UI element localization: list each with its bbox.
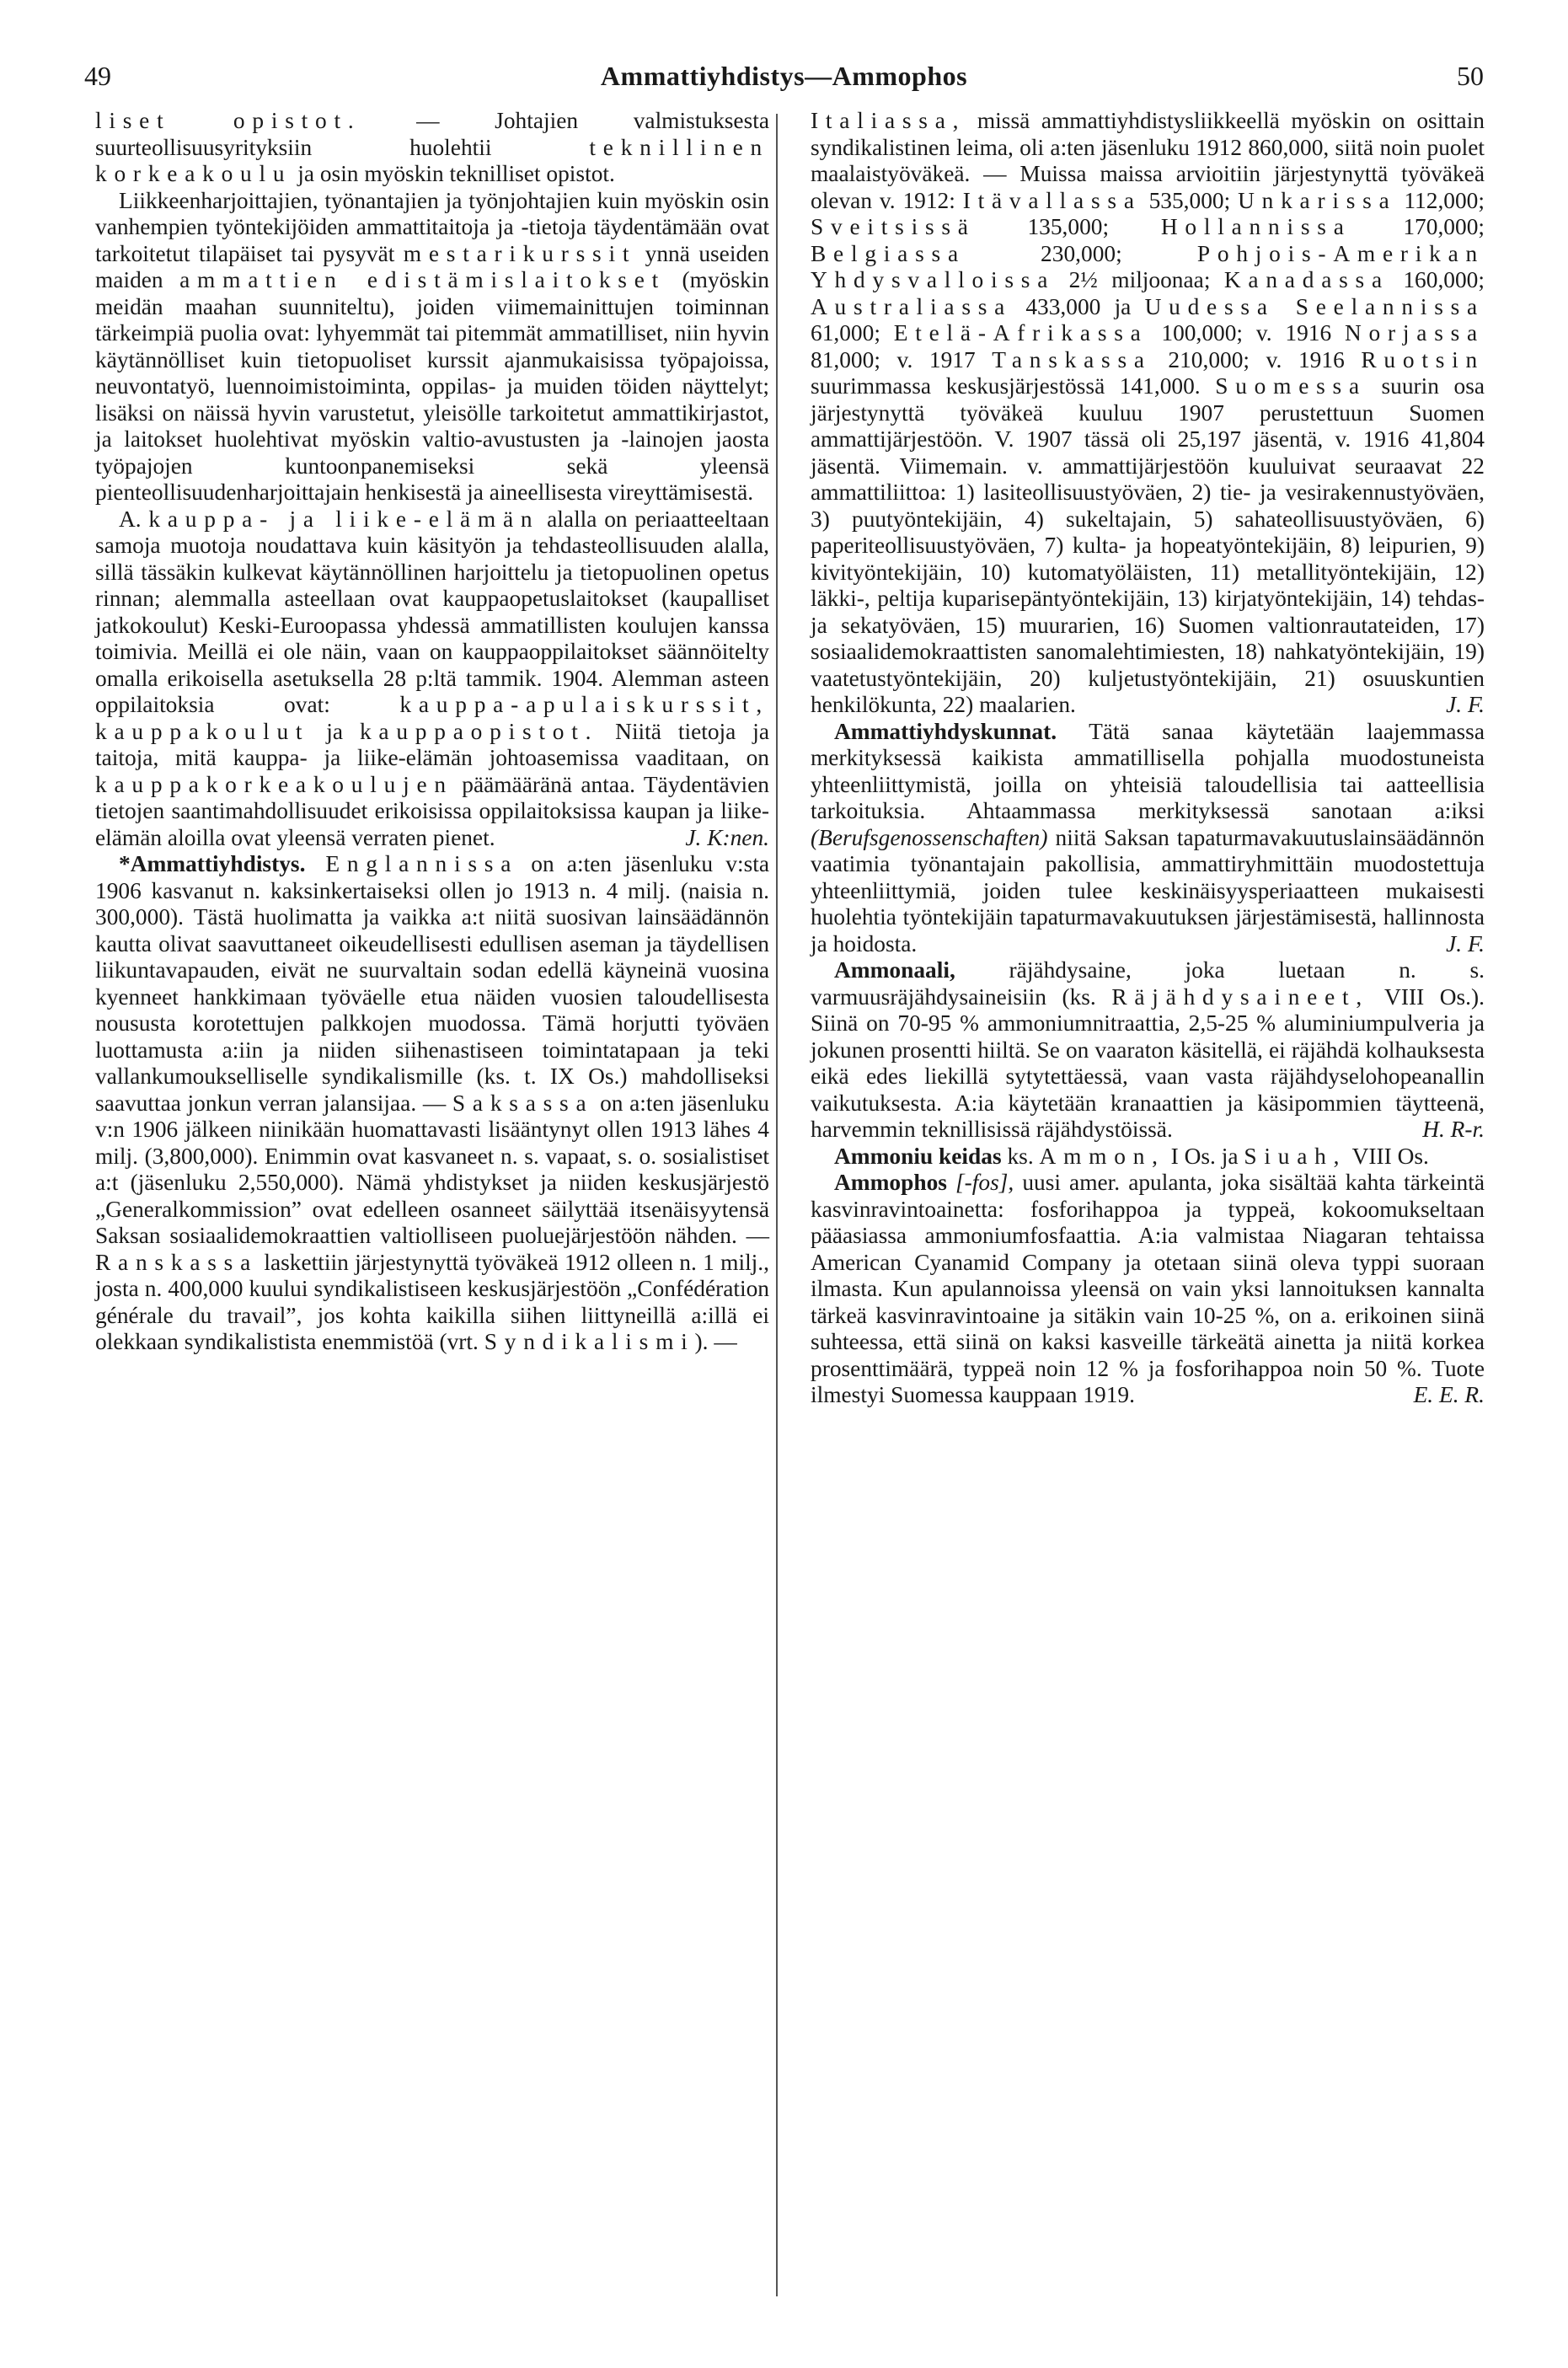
author-signature: H. R-r. — [1422, 1117, 1485, 1142]
article-ammattiyhdyskunnat: Ammattiyhdyskunnat. Tätä sanaa käytetään laajemmassa merkityksessä kaikista ammatillisella pohjalla muodostuneista yhteenliittymistä, joilla on yhteisiä taloudellisia tai aatteellisia tarkoituksia. Ahtaammassa merkityksessä sanotaan a:iksi (Berufsgenossenschaften) niitä Saksan tapaturmavakuutuslainsäädännön vaatimia työnantajain pakollisia, ammattiryhmittäin muodostettuja yhteenliittymiä, joiden tulee keskinäisyysperiaatteen mukaisesti huolehtia työntekijäin tapaturmavakuutuksen järjestämisestä, hallinnosta ja hoidosta. J. F. — [811, 718, 1485, 956]
page-number-left: 49 — [84, 61, 111, 91]
paragraph: liset opistot. — Johtajien valmistuksesta suurteollisuusyrityksiin huolehtii teknillinen korkeakoulu ja osin myöskin teknilliset opistot. — [95, 108, 770, 186]
article-title: Ammoniu keidas — [834, 1143, 1002, 1169]
article-title: Ammophos — [834, 1170, 947, 1195]
article-title: Ammonaali, — [834, 957, 955, 983]
page-header — [84, 61, 1484, 103]
article-title: *Ammattiyhdistys. — [119, 851, 306, 876]
paragraph: A. kauppa- ja liike-elämän alalla on periaatteeltaan samoja muotoja noudattava kuin käsityön ja tehdasteollisuuden alalla, sillä tässäkin kulkevat käytännöllinen harjoittelu ja tietopuolinen opetus rinnan; alemmalla asteellaan ovat kauppaopetuslaitokset (kaupalliset jatkokoulut) Keski-Euroopassa yhdessä ammatillisten koulujen kanssa toimivia. Meillä ei ole näin, vaan on kauppaoppilaitokset säännöitelty omalla erikoisella asetuksella 28 p:ltä tammik. 1904. Alemman asteen oppilaitoksia ovat: kauppa-apulaiskurssit, kauppakoulut ja kauppaopistot. Niitä tietoja ja taitoja, mitä kauppa- ja liike-elämän johtoasemissa vaaditaan, on kauppakorkeakoulujen päämääränä antaa. Täydentävien tietojen saantimahdollisuudet erikoisissa oppilaitoksissa kaupan ja liike-elämän aloilla ovat yleensä verraten pienet. J. K:nen. — [95, 506, 769, 850]
article-ammophos: Ammophos [-fos], uusi amer. apulanta, joka sisältää kahta tärkeintä kasvinravintoainetta: fosforihappoa ja typpeä, kokoomukseltaan pääasiassa ammoniumfosfaattia. A:ia valmistaa Niagaran tehtaissa American Cyanamid Company ja otetaan siinä oleva typpi suoraan ilmasta. Kun apulannoissa yleensä on vain yksi lannoituksen kannalta tärkeä kasvinravintoaine ja sitäkin vain 10-25 %, on a. erikoinen siinä suhteessa, että siinä on kaksi kasveille tärkeätä ainetta ja niitä korkea prosenttimäärä, typpeä noin 12 % ja fosforihappoa noin 50 %. Tuote ilmestyi Suomessa kauppaan 1919. E. E. R. — [811, 1170, 1485, 1407]
running-head: Ammattiyhdistys—Ammophos — [600, 61, 968, 91]
right-column — [811, 108, 1485, 1409]
author-signature: J. K:nen. — [685, 824, 769, 850]
page-number-right: 50 — [1457, 61, 1484, 91]
author-signature: J. F. — [1446, 692, 1485, 717]
left-column — [95, 108, 769, 1356]
author-signature: J. F. — [1446, 930, 1485, 956]
article-ammonaali: Ammonaali, räjähdysaine, joka luetaan n. s. varmuusräjähdysaineisiin (ks. Räjähdysaineet, VIII Os.). Siinä on 70-95 % ammoniumnitraattia, 2,5-25 % aluminiumpulveria ja jokunen prosentti hiiltä. Se on vaaraton käsitellä, ei räjähdä kolhauksesta eikä edes liekillä sytytettäessä, vaan vasta räjähdyselohopeanallin vaikutuksesta. A:ia käytetään kranaattien ja käsipommien täytteenä, harvemmin teknillisissä räjähdystöissä. H. R-r. — [811, 957, 1485, 1142]
paragraph: Italiassa, missä ammattiyhdistysliikkeellä myöskin on osittain syndikalistinen leima, oli a:ten jäsenluku 1912 860,000, siitä noin puolet maalaistyöväkeä. — Muissa maissa arvioitiin järjestynyttä työväkeä olevan v. 1912: Itävallassa 535,000; Unkarissa 112,000; Sveitsissä 135,000; Hollannissa 170,000; Belgiassa 230,000; Pohjois-Amerikan Yhdysvalloissa 2½ miljoonaa; Kanadassa 160,000; Australiassa 433,000 ja Uudessa Seelannissa 61,000; Etelä-Afrikassa 100,000; v. 1916 Norjassa 81,000; v. 1917 Tanskassa 210,000; v. 1916 Ruotsin suurimmassa keskusjärjestössä 141,000. Suomessa suurin osa järjestynyttä työväkeä kuuluu 1907 perustettuun Suomen ammattijärjestöön. V. 1907 tässä oli 25,197 jäsentä, v. 1916 41,804 jäsentä. Viimemain. v. ammattijärjestöön kuuluivat seuraavat 22 ammattiliittoa: 1) lasiteollisuustyöväen, 2) tie- ja vesirakennustyöväen, 3) puutyöntekijäin, 4) sukeltajain, 5) sahateollisuustyöväen, 6) paperiteollisuustyöväen, 7) kulta- ja hopeatyöntekijäin, 8) leipurien, 9) kivityöntekijäin, 10) kutomatyöläisten, 11) metallityöntekijäin, 12) läkki-, peltija kuparisepäntyöntekijäin, 13) kirjatyöntekijäin, 14) tehdas- ja sekatyöväen, 15) muurarien, 16) Suomen valtionrautateiden, 17) sosiaalidemokraattisten sanomalehtimiesten, 18) nahkatyöntekijäin, 19) vaatetustyöntekijäin, 20) kuljetustyöntekijäin, 21) osuuskuntien henkilökunta, 22) maalarien. J. F. — [811, 108, 1485, 717]
article-ammattiyhdistys: *Ammattiyhdistys. Englannissa on a:ten jäsenluku v:sta 1906 kasvanut n. kaksinkertaiseksi ollen jo 1913 n. 4 milj. (naisia n. 300,000). Tästä huolimatta ja vaikka a:t niitä suosivan lainsäädännön kautta olivat saavuttaneet oikeudellisesti edullisen aseman ja täydellisen liikuntavapauden, eivät ne suurvaltain sodan edellä käyneinä vuosina kyenneet hankkimaan työväelle etua näiden vuosien taloudellisesta noususta korotettujen palkkojen muodossa. Tämä horjutti työväen luottamusta a:iin ja niiden siihenastiseen toimintatapaan ja teki vallankumoukselliselle syndikalismille (ks. t. IX Os.) mahdolliseksi saavuttaa jonkun verran jalansijaa. — Saksassa on a:ten jäsenluku v:n 1906 jälkeen niinikään huomattavasti lisääntynyt ollen 1913 lähes 4 milj. (3,800,000). Enimmin ovat kasvaneet n. s. vapaat, s. o. sosialistiset a:t (jäsenluku 2,550,000). Nämä yhdistykset ja niiden keskusjärjestö „Generalkommission” ovat edelleen osanneet säilyttää itsenäisyytensä Saksan sosiaalidemokraattien valtiolliseen puoluejärjestöön nähden. — Ranskassa laskettiin järjestynyttä työväkeä 1912 olleen n. 1 milj., josta n. 400,000 kuului syndikalistiseen keskusjärjestöön „Confédération générale du travail”, jos kohta kaikilla siihen liittyneillä a:illä ei olekkaan syndikalistista enemmistöä (vrt. Syndikalismi). — — [95, 851, 769, 1354]
article-ammoniu-keidas: Ammoniu keidas ks. Ammon, I Os. ja Siuah, VIII Os. — [834, 1143, 1429, 1169]
author-signature: E. E. R. — [1413, 1382, 1485, 1407]
paragraph: Liikkeenharjoittajien, työnantajien ja työnjohtajien kuin myöskin osin vanhempien työntekijöiden ammattitaitoja ja -tietoja täydentämään ovat tarkoitetut tilapäiset tai pysyvät mestarikurssit ynnä useiden maiden ammattien edistämislaitokset (myöskin meidän maahan suunniteltu), joiden viimemainittujen toiminnan tärkeimpiä puolia ovat: lyhyemmät tai pitemmät ammatilliset, niin hyvin käytännölliset kuin tietopuoliset kurssit ajanmukaisissa työpajoissa, neuvontatyö, luennoimistoiminta, oppilas- ja muiden töiden näyttelyt; lisäksi on näissä hyvin varustetut, yleisölle tarkoitetut ammattikirjastot, ja laitokset huolehtivat myöskin valtio-avustusten ja -lainojen jaosta työpajojen kuntoonpanemiseksi sekä yleensä pienteollisuudenharjoittajain henkisestä ja aineellisesta vireyttämisestä. — [95, 187, 769, 505]
article-title: Ammattiyhdyskunnat. — [834, 718, 1057, 744]
column-divider — [776, 114, 778, 2296]
